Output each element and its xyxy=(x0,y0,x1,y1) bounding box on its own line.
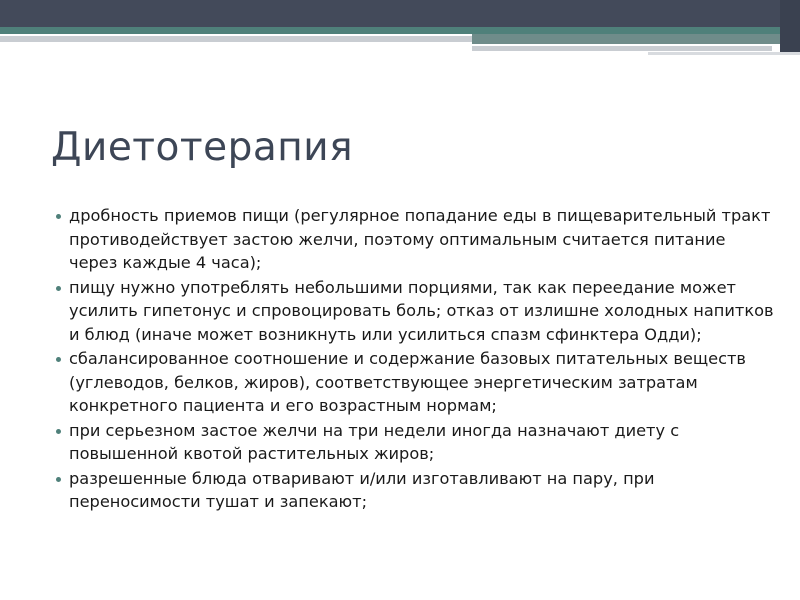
slide-title: Диетотерапия xyxy=(51,125,354,170)
header-band-grey-right xyxy=(472,46,772,51)
header-band-dark xyxy=(0,0,800,27)
bullet-item xyxy=(56,419,776,466)
bullet-dot-icon xyxy=(56,357,61,362)
bullet-text: пищу нужно употреблять небольшими порциями, так как переедание может усилить гипетонус и спровоцировать боль; отказ от излишне холодных напитков и блюд (иначе может возникнуть или усилиться спазм сфинктера Одди); xyxy=(69,277,774,344)
header-band-teal xyxy=(0,27,780,34)
header-band-right xyxy=(780,0,800,52)
bullet-dot-icon xyxy=(56,429,61,434)
bullet-dot-icon xyxy=(56,477,61,482)
header-band-teal-right xyxy=(472,34,780,44)
header-band-line xyxy=(648,52,800,55)
bullet-list xyxy=(56,204,776,515)
bullet-item xyxy=(56,347,776,418)
bullet-text: дробность приемов пищи (регулярное попадание еды в пищеварительный тракт противодействует застою желчи, поэтому оптимальным считается питание через каждые 4 часа); xyxy=(69,206,771,272)
bullet-item xyxy=(56,467,776,514)
bullet-text: сбалансированное соотношение и содержание базовых питательных веществ (углеводов, белков, жиров), соответствующее энергетическим затратам конкретного пациента и его возрастным нормам; xyxy=(69,349,746,415)
header-band-grey xyxy=(0,36,472,42)
bullet-text: разрешенные блюда отваривают и/или изготавливают на пару, при переносимости тушат и запекают; xyxy=(69,468,655,511)
bullet-dot-icon xyxy=(56,286,61,291)
bullet-text: при серьезном застое желчи на три недели иногда назначают диету с повышенной квотой растительных жиров; xyxy=(69,420,680,463)
bullet-item xyxy=(56,204,776,275)
bullet-item xyxy=(56,276,776,347)
bullet-dot-icon xyxy=(56,214,61,219)
